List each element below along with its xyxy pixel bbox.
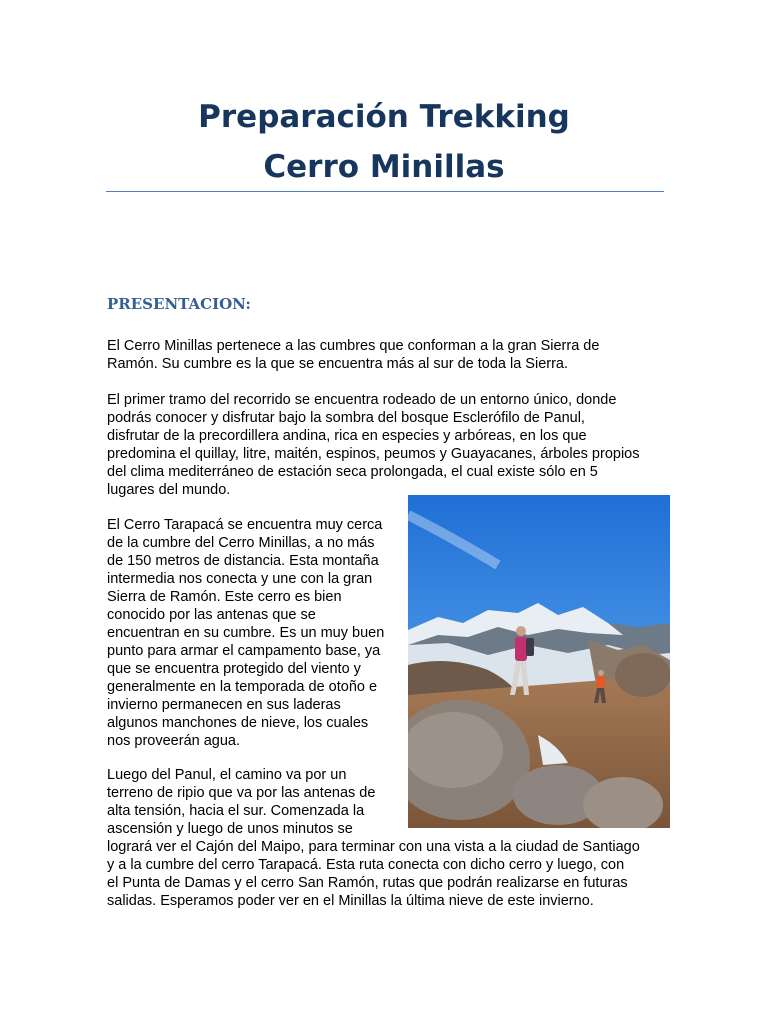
paragraph-line: punto para armar el campamento base, ya [107,643,381,659]
paragraph-line: de 150 metros de distancia. Esta montaña [107,553,379,569]
mountain-hiker-photo [408,495,670,828]
section-heading: PRESENTACION: [107,295,251,313]
paragraph-line: algunos manchones de nieve, los cuales [107,715,369,731]
paragraph-line: salidas. Esperamos poder ver en el Minillas la última nieve de este invierno. [107,893,594,909]
paragraph-line: el Punta de Damas y el cerro San Ramón, rutas que podrán realizarse en futuras [107,875,628,891]
paragraph-line: encuentran en su cumbre. Es un muy buen [107,625,385,641]
paragraph-line: nos proveerán agua. [107,733,241,749]
paragraph-line: que se encuentra protegido del viento y [107,661,361,677]
title-line-1: Preparación Trekking [198,99,570,135]
paragraph-line: predomina el quillay, litre, maitén, espinos, peumos y Guayacanes, árboles propios [107,446,640,462]
paragraph-3 [107,516,384,750]
paragraph-line: El Cerro Tarapacá se encuentra muy cerca [107,517,383,533]
paragraph-line: alta tensión, hacia el sur. Comenzada la [107,803,365,819]
paragraph-line: Sierra de Ramón. Este cerro es bien [107,589,342,605]
paragraph-line: de la cumbre del Cerro Minillas, a no más [107,535,375,551]
paragraph-line: El primer tramo del recorrido se encuentra rodeado de un entorno único, donde [107,392,617,408]
paragraph-line: lugares del mundo. [107,482,231,498]
paragraph-line: conocido por las antenas que se [107,607,316,623]
paragraph-line: y a la cumbre del cerro Tarapacá. Esta ruta conecta con dicho cerro y luego, con [107,857,625,873]
paragraph-line: Ramón. Su cumbre es la que se encuentra más al sur de toda la Sierra. [107,356,569,372]
paragraph-line: generalmente en la temporada de otoño e [107,679,378,695]
title-divider [106,191,664,192]
paragraph-line: podrás conocer y disfrutar bajo la sombra del bosque Esclerófilo de Panul, [107,410,585,426]
paragraph-2 [107,391,640,499]
paragraph-line: El Cerro Minillas pertenece a las cumbres que conforman a la gran Sierra de [107,338,600,354]
paragraph-line: ascensión y luego de unos minutos se [107,821,353,837]
paragraph-line: del clima mediterráneo de estación seca prolongada, el cual existe sólo en 5 [107,464,598,480]
paragraph-line: invierno permanecen en sus laderas [107,697,341,713]
paragraph-line: Luego del Panul, el camino va por un [107,767,347,783]
paragraph-1 [107,337,599,373]
paragraph-line: intermedia nos conecta y une con la gran [107,571,373,587]
paragraph-line: terreno de ripio que va por las antenas de [107,785,376,801]
document-title [0,92,768,192]
paragraph-line: logrará ver el Cajón del Maipo, para terminar con una vista a la ciudad de Santiago [107,839,640,855]
paragraph-line: disfrutar de la precordillera andina, rica en especies y arbóreas, en los que [107,428,587,444]
title-line-2: Cerro Minillas [263,149,505,185]
